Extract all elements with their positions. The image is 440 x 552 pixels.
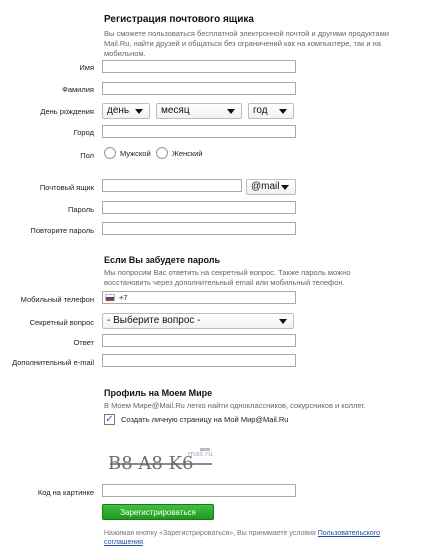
secret-question-select[interactable] <box>102 313 294 329</box>
forgot-password-subtitle: Мы попросим Вас ответить на секретный вопрос. Также пароль можно восстановить через дополнительный email или мобильный телефон. <box>104 268 351 288</box>
repeat-password-input[interactable] <box>102 222 296 235</box>
russia-flag-icon <box>105 294 115 301</box>
birthday-year-value: год <box>253 105 268 116</box>
chevron-down-icon <box>279 319 287 324</box>
password-input[interactable] <box>102 201 296 214</box>
create-page-label: Создать личную страницу на Мой Мир@Mail.Ru <box>121 415 289 424</box>
gender-female-option[interactable] <box>156 147 203 159</box>
mobile-prefix: +7 <box>119 293 128 302</box>
gender-male-radio[interactable] <box>104 147 116 159</box>
terms-text <box>104 530 394 548</box>
page-title: Регистрация почтового ящика <box>104 14 254 25</box>
last-name-input[interactable] <box>102 82 296 95</box>
extra-email-label: Дополнительный e-mail <box>12 358 94 367</box>
last-name-label: Фамилия <box>62 85 94 94</box>
profile-title: Профиль на Моем Мире <box>104 388 213 398</box>
captcha-image <box>104 448 214 473</box>
secret-question-label: Секретный вопрос <box>29 318 94 327</box>
create-page-option[interactable] <box>104 414 288 425</box>
first-name-input[interactable] <box>102 60 296 73</box>
captcha-svg <box>104 448 214 473</box>
mailbox-label: Почтовый ящик <box>39 183 94 192</box>
mail-domain-select[interactable] <box>246 179 296 195</box>
chevron-down-icon <box>135 109 143 114</box>
chevron-down-icon <box>227 109 235 114</box>
register-button-label: Зарегистрироваться <box>120 507 196 517</box>
mobile-phone-input[interactable] <box>102 291 296 304</box>
answer-label: Ответ <box>73 338 94 347</box>
first-name-label: Имя <box>79 63 94 72</box>
chevron-down-icon <box>281 185 289 190</box>
city-label: Город <box>73 128 94 137</box>
profile-subtitle: В Моем Мире@Mail.Ru легко найти одноклассников, сокурсников и коллег. <box>104 401 366 410</box>
gender-female-radio[interactable] <box>156 147 168 159</box>
gender-female-label: Женский <box>172 148 203 158</box>
terms-link[interactable]: Пользовательского соглашения <box>104 530 380 546</box>
secret-question-value: - Выберите вопрос - <box>107 315 201 326</box>
captcha-watermark: mail.ru <box>188 450 213 458</box>
captcha-label: Код на картинке <box>37 488 94 497</box>
birthday-year-select[interactable] <box>248 103 294 119</box>
birthday-month-value: месяц <box>161 105 190 116</box>
page-subtitle: Вы сможете пользоваться бесплатной электронной почтой и другими продуктами Mail.Ru, найти друзей и общаться без ограничений как на компьютере, так и на мобильном. <box>104 29 389 59</box>
chevron-down-icon <box>279 109 287 114</box>
gender-label: Пол <box>80 151 94 160</box>
extra-email-input[interactable] <box>102 354 296 367</box>
gender-male-label: Мужской <box>120 148 151 158</box>
mobile-phone-label: Мобильный телефон <box>20 295 94 304</box>
birthday-month-select[interactable] <box>156 103 242 119</box>
city-input[interactable] <box>102 125 296 138</box>
captcha-text: B8 A8 K6 <box>108 453 194 473</box>
repeat-password-label: Повторите пароль <box>30 226 94 235</box>
mail-domain-value: @mail <box>251 181 280 192</box>
birthday-label: День рождения <box>40 107 94 116</box>
answer-input[interactable] <box>102 334 296 347</box>
gender-male-option[interactable] <box>104 147 151 159</box>
mailbox-input[interactable] <box>102 179 242 192</box>
forgot-password-title: Если Вы забудете пароль <box>104 255 221 265</box>
captcha-input[interactable] <box>102 484 296 497</box>
password-label: Пароль <box>67 205 94 214</box>
terms-prefix: Нажимая кнопку «Зарегистрироваться», Вы принимаете условия <box>104 530 318 537</box>
terms-suffix: . <box>142 538 145 546</box>
create-page-checkbox[interactable] <box>104 414 115 425</box>
checkmark-icon: ✓ <box>105 413 114 425</box>
birthday-day-value: день <box>107 105 130 116</box>
birthday-day-select[interactable] <box>102 103 150 119</box>
register-button[interactable] <box>102 504 214 520</box>
